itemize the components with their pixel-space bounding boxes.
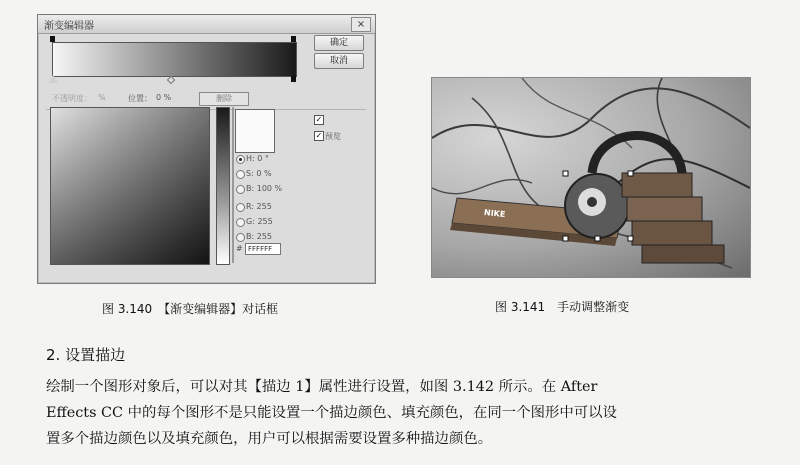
radio-green[interactable] <box>236 218 245 227</box>
gradient-ramp[interactable] <box>52 42 297 77</box>
checkbox-1[interactable]: ✓ <box>315 115 323 124</box>
cancel-button[interactable]: 取消 <box>314 53 364 69</box>
gradient-editor-dialog <box>37 14 376 284</box>
brightness-slider[interactable] <box>216 107 230 265</box>
radio-hue[interactable] <box>236 155 245 164</box>
photo-illustration <box>432 78 750 277</box>
ok-button[interactable]: 确定 <box>314 35 364 51</box>
color-field[interactable] <box>50 107 210 265</box>
location-label: 位置： <box>128 94 152 103</box>
slider-track <box>232 107 234 263</box>
plank-logo-text: NIKE <box>483 207 506 220</box>
close-button[interactable]: × <box>351 17 371 32</box>
delete-button[interactable]: 删除 <box>199 92 249 106</box>
body-line-3: 置多个描边颜色以及填充颜色，用户可以根据需要设置多种描边颜色。 <box>46 431 493 447</box>
color-stop-right[interactable] <box>291 76 296 82</box>
radio-saturation[interactable] <box>236 170 245 179</box>
opacity-value: % <box>98 93 106 102</box>
section-heading: 2. 设置描边 <box>46 346 126 364</box>
caption-fig-140: 图 3.140 【渐变编辑器】对话框 <box>102 302 279 316</box>
radio-blue-label: B: 255 <box>246 232 272 241</box>
preview-checkbox[interactable]: ✓ <box>315 131 323 140</box>
color-preview-swatch <box>235 109 275 153</box>
radio-saturation-label: S: 0 % <box>246 169 272 178</box>
hex-prefix: # <box>236 244 243 253</box>
opacity-label: 不透明度： <box>52 94 92 103</box>
body-line-1: 绘制一个图形对象后，可以对其【描边 1】属性进行设置，如图 3.142 所示。在 After <box>46 379 598 395</box>
dialog-titlebar <box>38 15 375 34</box>
caption-fig-141: 图 3.141 手动调整渐变 <box>495 300 630 314</box>
radio-red-label: R: 255 <box>246 202 272 211</box>
location-value[interactable]: 0 % <box>156 93 172 102</box>
color-stop-left[interactable] <box>48 75 58 83</box>
dialog-title: 渐变编辑器 <box>44 21 94 32</box>
hex-input[interactable]: FFFFFF <box>245 243 281 255</box>
radio-green-label: G: 255 <box>246 217 273 226</box>
radio-blue[interactable] <box>236 233 245 242</box>
preview-label: 预览 <box>325 132 341 141</box>
headphones-photo <box>431 77 751 278</box>
radio-red[interactable] <box>236 203 245 212</box>
color-field-shade <box>51 108 209 264</box>
radio-brightness[interactable] <box>236 185 245 194</box>
radio-brightness-label: B: 100 % <box>246 184 283 193</box>
midpoint-diamond[interactable] <box>167 76 175 84</box>
radio-hue-label: H: 0 ° <box>246 154 269 163</box>
body-line-2: Effects CC 中的每个图形不是只能设置一个描边颜色、填充颜色，在同一个图形中可以设 <box>46 405 617 421</box>
